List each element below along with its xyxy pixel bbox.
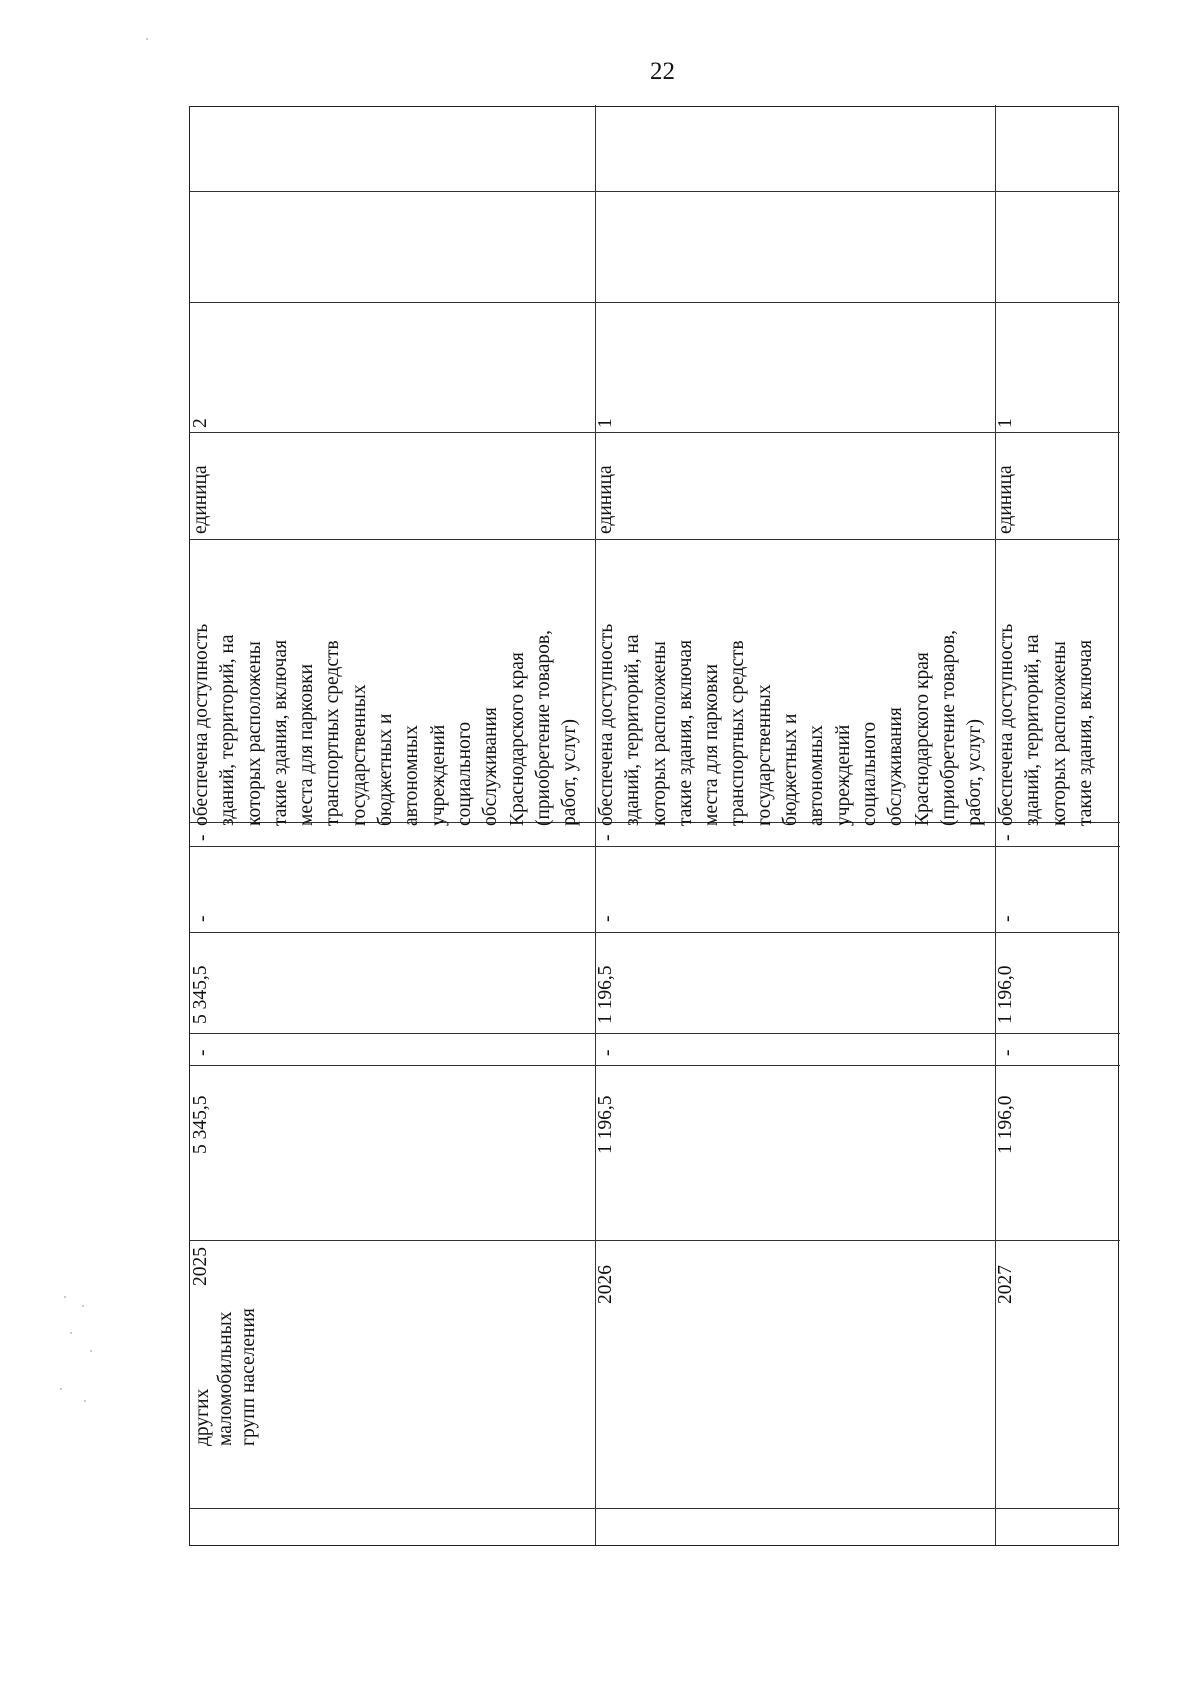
- local-cell: -: [997, 915, 1018, 922]
- result-line: места для парковки: [296, 663, 318, 826]
- result-line: зданий, территорий, на: [1022, 634, 1044, 826]
- result-line: зданий, территорий, на: [622, 634, 644, 826]
- result-line: транспортных средств: [727, 640, 749, 826]
- result-line: работ, услуг): [964, 718, 986, 826]
- col-divider-year-total: [190, 1240, 1120, 1241]
- result-line: Краснодарского края: [911, 652, 933, 826]
- unit-cell: единица: [190, 465, 211, 534]
- result-line: государственных: [348, 684, 370, 826]
- result-line: такие здания, включая: [1074, 639, 1096, 826]
- value-cell: 2: [190, 418, 211, 428]
- group-label: [191, 1308, 260, 1446]
- value-cell: 1: [595, 418, 616, 428]
- result-line: Краснодарского края: [506, 652, 528, 826]
- federal-cell: -: [192, 1049, 213, 1056]
- result-line: социального: [858, 721, 880, 826]
- regional-cell: 1 196,0: [995, 965, 1016, 1024]
- local-cell: -: [192, 915, 213, 922]
- result-line: бюджетных и: [780, 713, 802, 826]
- federal-cell: -: [597, 1049, 618, 1056]
- col-divider-local-extra: [190, 846, 1120, 847]
- group-label-line: других: [192, 1388, 213, 1446]
- result-line: которых расположены: [1048, 641, 1070, 826]
- result-line: автономных: [806, 725, 828, 826]
- result-line: обеспечена доступность: [596, 623, 617, 826]
- unit-cell: единица: [995, 465, 1016, 534]
- col-divider-top: [190, 191, 1120, 192]
- col-divider-regional-local: [190, 932, 1120, 933]
- result-line: работ, услуг): [559, 718, 581, 826]
- result-line: (приобретение товаров,: [532, 630, 554, 826]
- total-cell: 1 196,0: [995, 1095, 1016, 1154]
- federal-cell: -: [997, 1049, 1018, 1056]
- result-line: учреждений: [427, 724, 449, 826]
- result-line: зданий, территорий, на: [217, 634, 239, 826]
- col-divider-total-federal: [190, 1065, 1120, 1066]
- col-divider-federal-regional: [190, 1033, 1120, 1034]
- total-cell: 5 345,5: [190, 1095, 211, 1154]
- result-line: государственных: [753, 684, 775, 826]
- result-line: учреждений: [832, 724, 854, 826]
- result-line: места для парковки: [701, 663, 723, 826]
- group-label-line: групп населения: [238, 1308, 259, 1446]
- year-cell: 2025: [190, 1247, 211, 1286]
- regional-cell: 1 196,5: [595, 965, 616, 1024]
- result-line: которых расположены: [243, 641, 265, 826]
- local-cell: -: [597, 915, 618, 922]
- result-cell: [189, 624, 583, 826]
- result-line: социального: [453, 721, 475, 826]
- page-number: 22: [650, 58, 675, 85]
- col-divider-left: [190, 1508, 1120, 1509]
- result-line: такие здания, включая: [674, 639, 696, 826]
- result-cell: [994, 624, 1099, 826]
- result-line: обслуживания: [885, 707, 907, 826]
- value-cell: 1: [995, 418, 1016, 428]
- result-line: которых расположены: [648, 641, 670, 826]
- result-line: обеспечена доступность: [996, 623, 1017, 826]
- result-line: бюджетных и: [375, 713, 397, 826]
- col-divider-unit-value: [190, 432, 1120, 433]
- col-divider-result-unit: [190, 539, 1120, 540]
- table-frame: [189, 106, 1119, 1546]
- year-cell: 2026: [595, 1265, 616, 1304]
- regional-cell: 5 345,5: [190, 965, 211, 1024]
- extra-cell: -: [192, 834, 213, 841]
- extra-cell: -: [997, 834, 1018, 841]
- result-line: обеспечена доступность: [191, 623, 212, 826]
- year-cell: 2027: [995, 1265, 1016, 1304]
- result-line: транспортных средств: [322, 640, 344, 826]
- unit-cell: единица: [595, 465, 616, 534]
- rotated-table: [189, 106, 1119, 1546]
- group-label-line: маломобильных: [215, 1311, 236, 1446]
- extra-cell: -: [597, 834, 618, 841]
- result-line: обслуживания: [480, 707, 502, 826]
- result-line: автономных: [401, 725, 423, 826]
- result-cell: [594, 624, 988, 826]
- result-line: (приобретение товаров,: [937, 630, 959, 826]
- result-line: такие здания, включая: [269, 639, 291, 826]
- total-cell: 1 196,5: [595, 1095, 616, 1154]
- col-divider-header: [190, 302, 1120, 303]
